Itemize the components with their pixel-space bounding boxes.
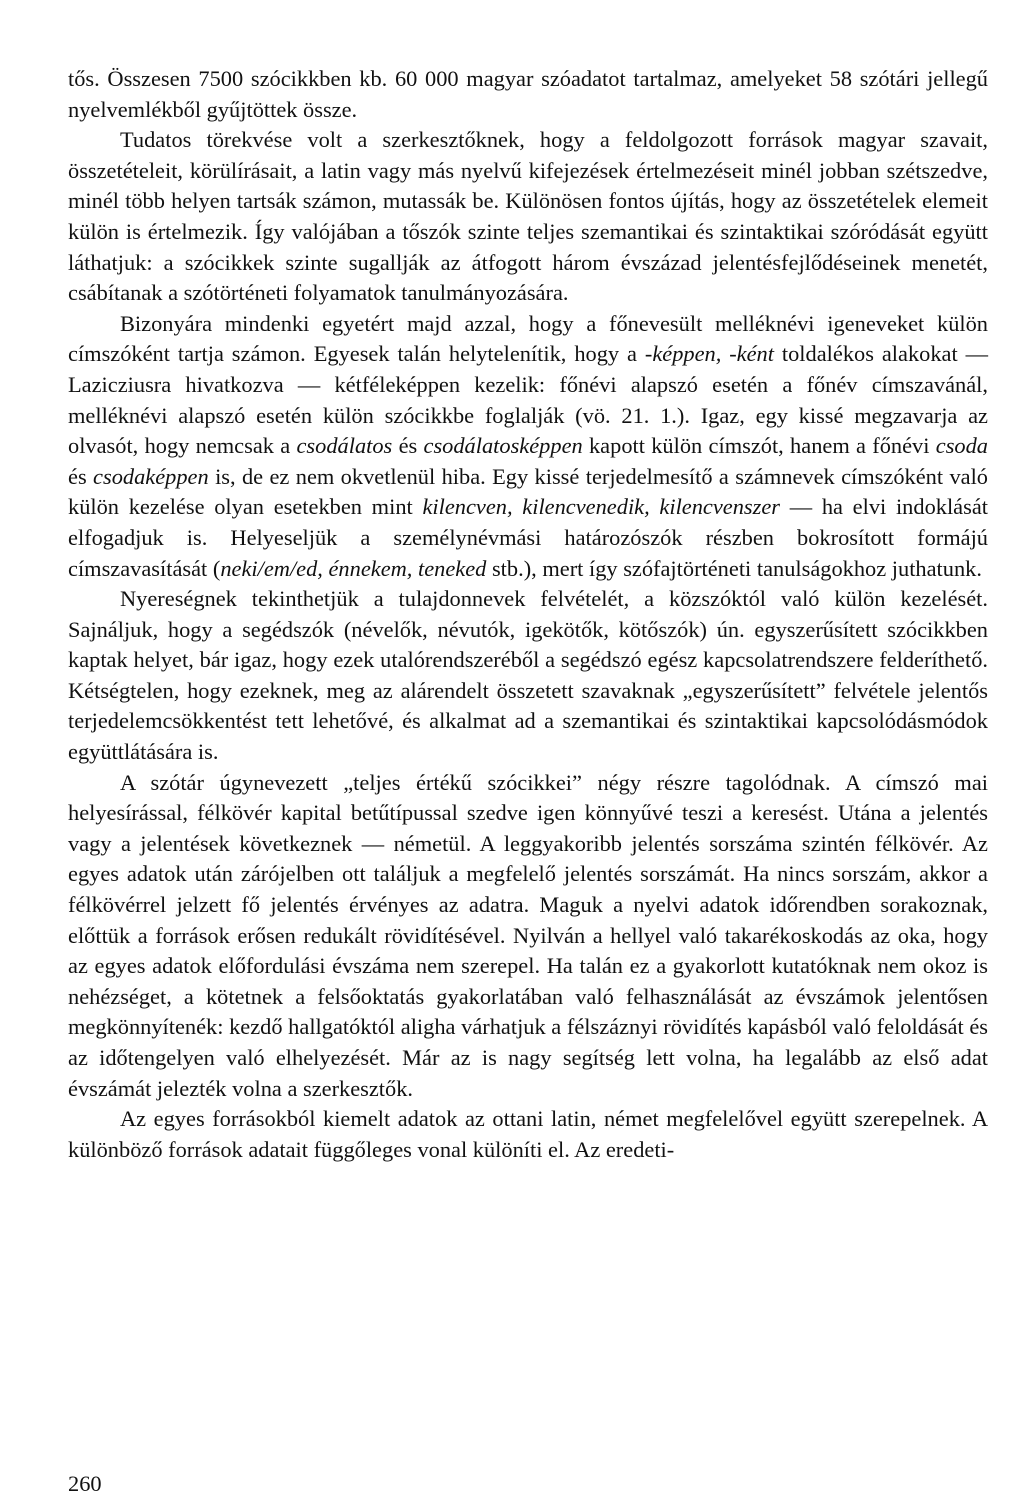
italic-term: csodálatos [296, 433, 393, 459]
text-run: Az egyes forrásokból kiemelt adatok az ottani latin, német megfelelővel együtt szerepelnek. A különböző források adatait függőleges vonal különíti el. Az eredeti- [68, 1106, 988, 1162]
text-run: — ha elvi indoklását elfogadjuk is. Helyeseljük a személynévmási határozószók részben bokrosított formájú címszavasítását ( [68, 494, 988, 581]
italic-term: csoda [935, 433, 988, 459]
text-run: toldalékos alakokat — Lazicziusra hivatkozva — kétféleképpen kezelik: főnévi alapszó esetén a főnév címszavánál, melléknévi alapszó esetén külön szócikkbe foglalják (vö. 21. 1.). Igaz, egy kissé megzavarja az olvasót, hogy nemcsak a [68, 341, 988, 459]
text-run: kapott külön címszót, hanem a főnévi [582, 433, 936, 459]
text-run: és [392, 433, 424, 459]
paragraph [68, 584, 988, 768]
text-run: A szótár úgynevezett „teljes értékű szócikkei” négy részre tagolódnak. A címszó mai helyesírással, félkövér kapital betűtípussal szedve igen könnyűvé teszi a keresést. Utána a jelentés vagy a jelentések következnek — németül. A leggyakoribb jelentés sorszáma szintén félkövér. Az egyes adatok után zárójelben ott találjuk a megfelelő jelentés sorszámát. Ha nincs sorszám, akkor a félkövérrel jelzett fő jelentés érvényes az adatra. Maguk a nyelvi adatok időrendben sorakoznak, előttük a források erősen redukált rövidítésével. Nyilván a hellyel való takarékoskodás az oka, hogy az egyes adatok előfordulási évszáma nem szerepel. Ha talán ez a gyakorlott kutatóknak nem okoz is nehézséget, a kötetnek a felsőoktatás gyakorlatában való felhasználását az évszámok jelentősen megkönnyítenék: kezdő hallgatóktól aligha várhatjuk a félszáznyi rövidítés kapásból való feloldását és az időtengelyen való elhelyezését. Már az is nagy segítség lett volna, ha legalább az első adat évszámát jelezték volna a szerkesztők. [68, 769, 988, 1101]
italic-term: csodaképpen [93, 463, 209, 489]
body-text [68, 64, 988, 1165]
italic-term: csodálatosképpen [423, 433, 583, 459]
text-run: Bizonyára mindenki egyetért majd azzal, hogy a főnevesült melléknévi igeneveket külön címszóként tartja számon. Egyesek talán helytelenítik, hogy a [68, 310, 988, 367]
page-number: 260 [68, 1471, 102, 1496]
italic-term: kilencven, kilencvenedik, kilencvenszer [422, 494, 781, 520]
text-run: és [68, 463, 94, 489]
paragraph [68, 309, 988, 584]
paragraph [68, 768, 988, 1105]
paragraph [68, 64, 988, 125]
text-run: is, de ez nem okvetlenül hiba. Egy kissé terjedelmesítő a számnevek címszóként való külön kezelése olyan esetekben mint [68, 463, 989, 520]
paragraph [68, 125, 988, 309]
text-run: tős. Összesen 7500 szócikkben kb. 60 000 magyar szóadatot tartalmaz, amelyeket 58 szótári jellegű nyelvemlékből gyűjtöttek össze. [68, 66, 988, 122]
text-run: Nyereségnek tekinthetjük a tulajdonnevek felvételét, a közszóktól való külön kezelését. Sajnáljuk, hogy a segédszók (névelők, névutók, igekötők, kötőszók) ún. egyszerűsített szócikkben kaptak helyet, bár igaz, hogy ezek utalórendszeréből a segédszó egész kapcsolatrendszere felderíthető. Kétségtelen, hogy ezeknek, meg az alárendelt összetett szavaknak „egyszerűsített” felvétele jelentős terjedelemcsökkentést tett lehetővé, és alkalmat ad a szemantikai és szintaktikai kapcsolódásmódok együttlátására is. [68, 586, 988, 765]
italic-term: -képpen, -ként [644, 341, 774, 367]
text-run: stb.), mert így szófajtörténeti tanulságokhoz juthatunk. [486, 555, 982, 581]
text-run: Tudatos törekvése volt a szerkesztőknek, hogy a feldolgozott források magyar szavait, összetételeit, körülírásait, a latin vagy más nyelvű kifejezések értelmezéseit minél jobban szétszedve, minél több helyen tartsák számon, mutassák be. Különösen fontos újítás, hogy az összetételek elemeit külön is értelmezik. Így valójában a tőszók szinte teljes szemantikai és szintaktikai szóródását együtt láthatjuk: a szócikkek szinte sugallják az átfogott három évszázad jelentésfejlődéseinek menetét, csábítanak a szótörténeti folyamatok tanulmányozására. [68, 127, 988, 306]
paragraph [68, 1104, 988, 1165]
italic-term: neki/em/ed, énnekem, teneked [220, 555, 487, 581]
